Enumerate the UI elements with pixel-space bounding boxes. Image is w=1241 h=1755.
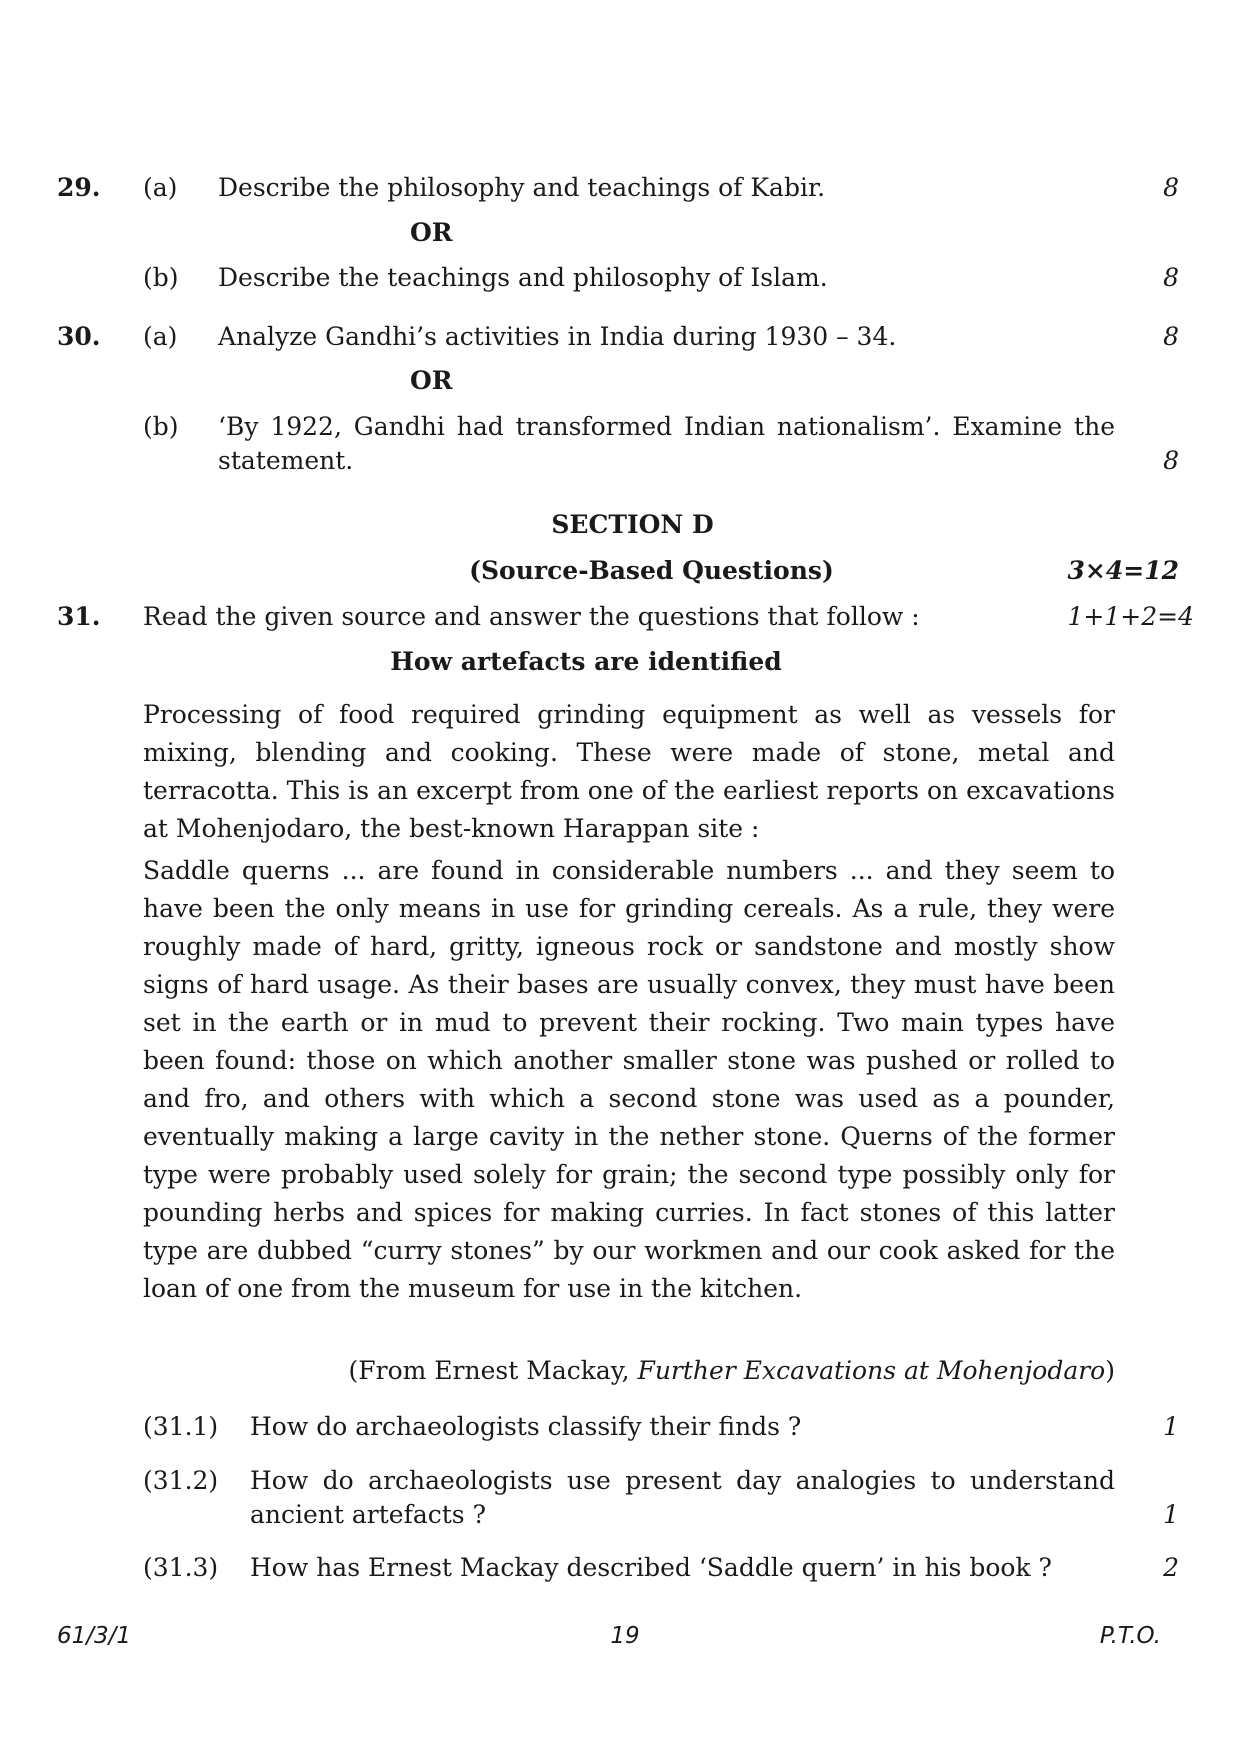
source-intro-paragraph: Processing of food required grinding equipment as well as vessels for mixing, blending and cooking. These were made of stone, metal and terracotta. This is an excerpt from one of the earliest reports on excavations at Mohenjodaro, the best-known Harappan site : xyxy=(143,700,1115,843)
question-number-30: 30. xyxy=(57,322,101,351)
page-number: 19 xyxy=(610,1623,640,1649)
question-number-29: 29. xyxy=(57,173,101,202)
citation-prefix: (From Ernest Mackay, xyxy=(348,1356,638,1385)
subquestion-marks: 2 xyxy=(1163,1553,1179,1582)
or-separator-30: OR xyxy=(410,366,453,395)
paper-code: 61/3/1 xyxy=(57,1623,132,1649)
question-number-31: 31. xyxy=(57,602,101,631)
source-title: How artefacts are identified xyxy=(390,647,782,676)
question-text-29b: Describe the teachings and philosophy of Islam. xyxy=(218,263,828,292)
option-label-30a: (a) xyxy=(143,322,178,351)
source-excerpt-paragraph: Saddle querns ... are found in considerable numbers ... and they seem to have been the only means in use for grinding cereals. As a rule, they were roughly made of hard, gritty, igneous rock or sandstone and mostly show signs of hard usage. As their bases are usually convex, they must have been set in the earth or in mud to prevent their rocking. Two main types have been found: those on which another smaller stone was pushed or rolled to and fro, and others with which a second stone was used as a pounder, eventually making a large cavity in the nether stone. Querns of the former type were probably used solely for grain; the second type possibly only for pounding herbs and spices for making curries. In fact stones of this latter type are dubbed “curry stones” by our workmen and our cook asked for the loan of one from the museum for use in the kitchen. xyxy=(143,856,1115,1303)
section-title: SECTION D xyxy=(551,510,714,539)
citation-suffix: ) xyxy=(1105,1356,1115,1385)
marks-30a: 8 xyxy=(1163,322,1179,351)
subquestion-label: (31.1) xyxy=(143,1412,219,1441)
or-separator-29: OR xyxy=(410,218,453,247)
please-turn-over: P.T.O. xyxy=(1099,1623,1161,1649)
subquestion-text: How has Ernest Mackay described ‘Saddle quern’ in his book ? xyxy=(250,1553,1052,1582)
subquestion-label: (31.3) xyxy=(143,1553,219,1582)
subquestion-text: How do archaeologists use present day analogies to understand ancient artefacts ? xyxy=(250,1466,1115,1529)
subquestion-marks: 1 xyxy=(1163,1500,1179,1529)
question-text-29a: Describe the philosophy and teachings of Kabir. xyxy=(218,173,826,202)
option-label-30b: (b) xyxy=(143,412,179,441)
subquestion-marks: 1 xyxy=(1163,1412,1179,1441)
marks-31: 1+1+2=4 xyxy=(1067,602,1194,631)
section-subtitle: (Source-Based Questions) xyxy=(469,556,834,585)
option-label-29a: (a) xyxy=(143,173,178,202)
citation-book-title: Further Excavations at Mohenjodaro xyxy=(637,1356,1106,1385)
marks-29b: 8 xyxy=(1163,263,1179,292)
source-citation xyxy=(349,1356,1115,1386)
question-instruction-31: Read the given source and answer the questions that follow : xyxy=(143,602,920,631)
option-label-29b: (b) xyxy=(143,263,179,292)
marks-29a: 8 xyxy=(1163,173,1179,202)
section-marks: 3×4=12 xyxy=(1067,556,1179,585)
question-text-30a: Analyze Gandhi’s activities in India during 1930 – 34. xyxy=(218,322,897,351)
marks-30b: 8 xyxy=(1163,446,1179,475)
question-text-30b: ‘By 1922, Gandhi had transformed Indian nationalism’. Examine the statement. xyxy=(218,412,1115,475)
subquestion-text: How do archaeologists classify their finds ? xyxy=(250,1412,802,1441)
subquestion-label: (31.2) xyxy=(143,1466,219,1495)
